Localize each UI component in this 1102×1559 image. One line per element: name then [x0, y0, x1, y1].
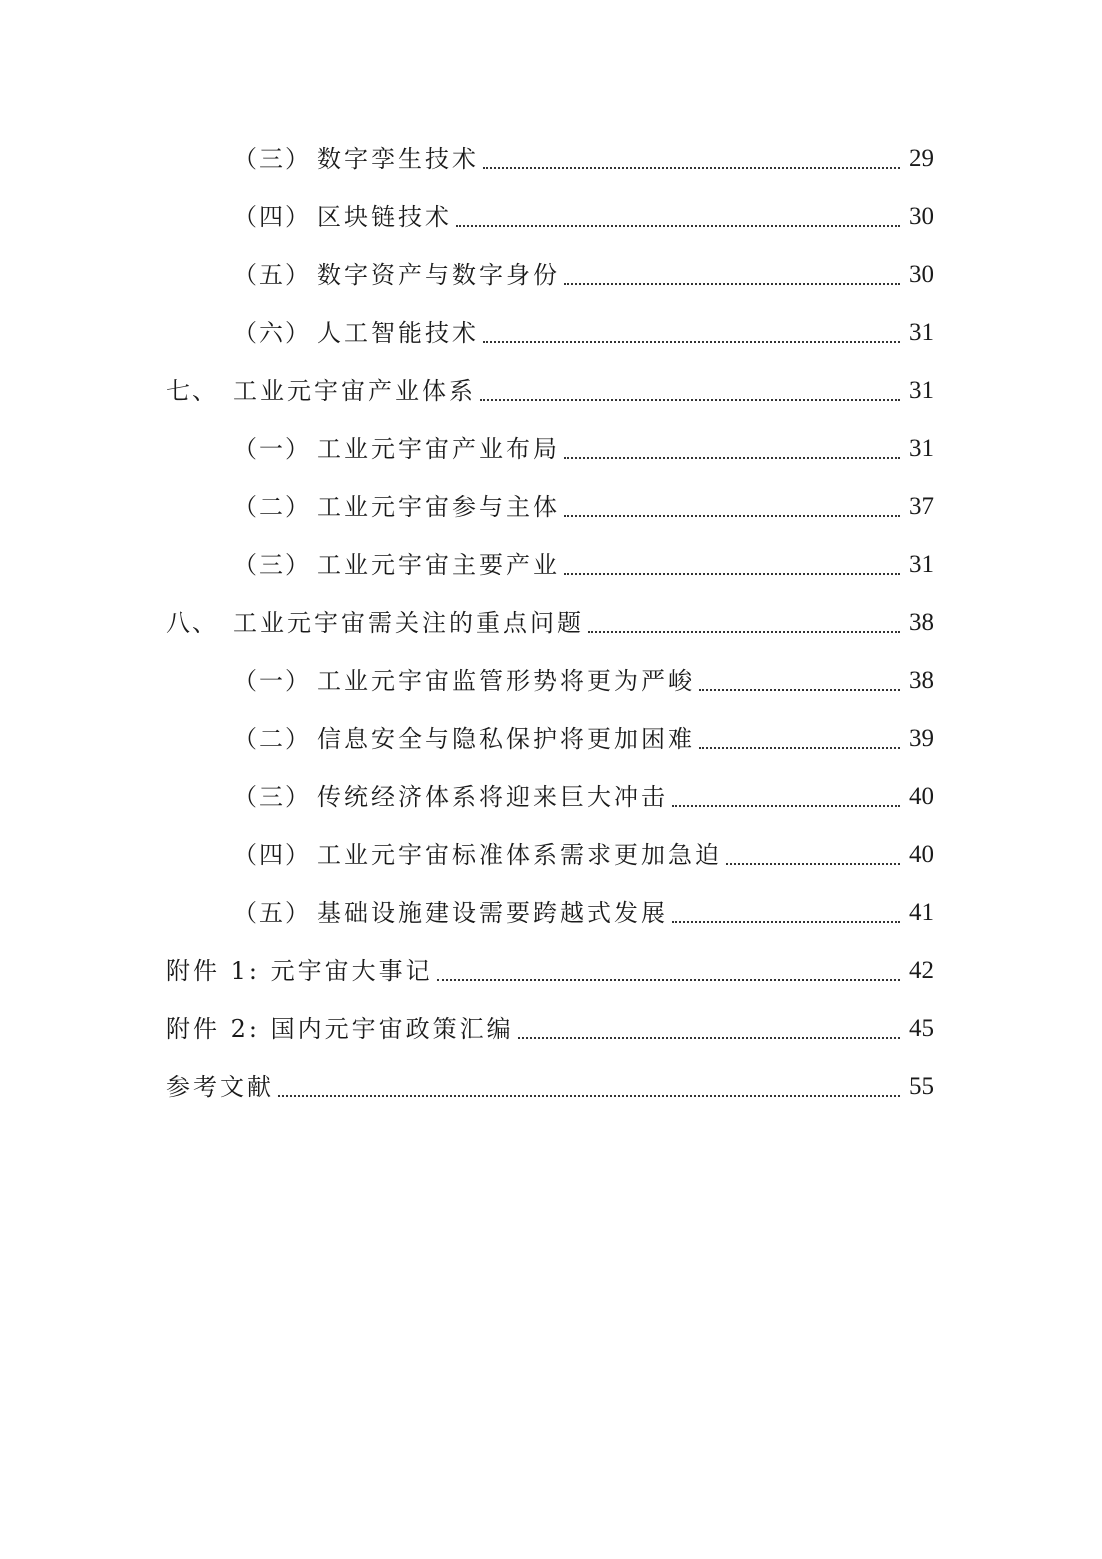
toc-entry-marker: （四） [233, 203, 311, 231]
toc-dot-leader [480, 375, 900, 401]
toc-entry-marker: 八、 [166, 609, 218, 637]
toc-entry-title: 工业元宇宙产业体系 [233, 377, 476, 405]
toc-entry-page: 31 [909, 435, 934, 462]
toc-entry-page: 38 [909, 609, 934, 636]
toc-dot-leader [456, 201, 900, 227]
toc-entry-marker: （六） [233, 319, 311, 347]
toc-entry-marker: （三） [233, 145, 311, 173]
toc-dot-leader [564, 549, 900, 575]
toc-entry-marker: （五） [233, 899, 311, 927]
toc-entry[interactable] [0, 768, 1102, 826]
toc-references-entry[interactable] [0, 1058, 1102, 1116]
toc-dot-leader [564, 259, 900, 285]
toc-entry[interactable] [0, 130, 1102, 188]
toc-dot-leader [726, 839, 900, 865]
toc-entry-page: 39 [909, 725, 934, 752]
toc-entry-title: 工业元宇宙监管形势将更为严峻 [317, 667, 695, 695]
toc-entry-title: 附件 1: 元宇宙大事记 [166, 957, 433, 985]
toc-entry[interactable] [0, 188, 1102, 246]
toc-dot-leader [278, 1071, 900, 1097]
toc-entry-page: 30 [909, 261, 934, 288]
toc-dot-leader [483, 143, 900, 169]
toc-dot-leader [588, 607, 900, 633]
toc-entry[interactable] [0, 420, 1102, 478]
toc-entry-title: 区块链技术 [317, 203, 452, 231]
toc-entry-page: 31 [909, 377, 934, 404]
toc-dot-leader [483, 317, 900, 343]
toc-entry-title: 附件 2: 国内元宇宙政策汇编 [166, 1015, 514, 1043]
toc-entry-marker: （五） [233, 261, 311, 289]
toc-entry-title: 工业元宇宙需关注的重点问题 [233, 609, 584, 637]
toc-entry[interactable] [0, 884, 1102, 942]
toc-dot-leader [564, 491, 900, 517]
toc-appendix-entry[interactable] [0, 1000, 1102, 1058]
table-of-contents [0, 130, 1102, 1116]
toc-entry-page: 55 [909, 1073, 934, 1100]
toc-entry-marker: （一） [233, 435, 311, 463]
toc-entry-title: 工业元宇宙主要产业 [317, 551, 560, 579]
toc-entry-title: 工业元宇宙标准体系需求更加急迫 [317, 841, 722, 869]
toc-entry-page: 30 [909, 203, 934, 230]
toc-entry[interactable] [0, 536, 1102, 594]
toc-entry-page: 37 [909, 493, 934, 520]
toc-entry[interactable] [0, 478, 1102, 536]
toc-entry-page: 42 [909, 957, 934, 984]
toc-entry-title: 工业元宇宙参与主体 [317, 493, 560, 521]
toc-entry-marker: （三） [233, 783, 311, 811]
toc-dot-leader [699, 723, 900, 749]
toc-entry-marker: （三） [233, 551, 311, 579]
toc-entry-title: 基础设施建设需要跨越式发展 [317, 899, 668, 927]
toc-entry[interactable] [0, 710, 1102, 768]
toc-entry-page: 45 [909, 1015, 934, 1042]
toc-entry-marker: （二） [233, 493, 311, 521]
toc-entry-page: 40 [909, 841, 934, 868]
toc-entry-page: 38 [909, 667, 934, 694]
toc-entry[interactable] [0, 826, 1102, 884]
toc-entry-title: 人工智能技术 [317, 319, 479, 347]
toc-entry-title: 信息安全与隐私保护将更加困难 [317, 725, 695, 753]
toc-entry-page: 40 [909, 783, 934, 810]
toc-entry-page: 29 [909, 145, 934, 172]
toc-entry[interactable] [0, 652, 1102, 710]
toc-entry-title: 工业元宇宙产业布局 [317, 435, 560, 463]
toc-dot-leader [437, 955, 900, 981]
toc-appendix-entry[interactable] [0, 942, 1102, 1000]
toc-entry-page: 41 [909, 899, 934, 926]
toc-entry-page: 31 [909, 319, 934, 346]
toc-entry-title: 传统经济体系将迎来巨大冲击 [317, 783, 668, 811]
toc-entry-title: 参考文献 [166, 1073, 274, 1101]
toc-entry-title: 数字孪生技术 [317, 145, 479, 173]
toc-entry[interactable] [0, 246, 1102, 304]
toc-dot-leader [672, 781, 900, 807]
toc-entry-marker: 七、 [166, 377, 218, 405]
toc-chapter-entry[interactable] [0, 594, 1102, 652]
toc-entry-title: 数字资产与数字身份 [317, 261, 560, 289]
toc-chapter-entry[interactable] [0, 362, 1102, 420]
toc-dot-leader [672, 897, 900, 923]
toc-dot-leader [699, 665, 900, 691]
toc-dot-leader [518, 1013, 900, 1039]
toc-dot-leader [564, 433, 900, 459]
toc-entry-marker: （一） [233, 667, 311, 695]
toc-entry-marker: （四） [233, 841, 311, 869]
toc-entry[interactable] [0, 304, 1102, 362]
toc-entry-page: 31 [909, 551, 934, 578]
toc-entry-marker: （二） [233, 725, 311, 753]
